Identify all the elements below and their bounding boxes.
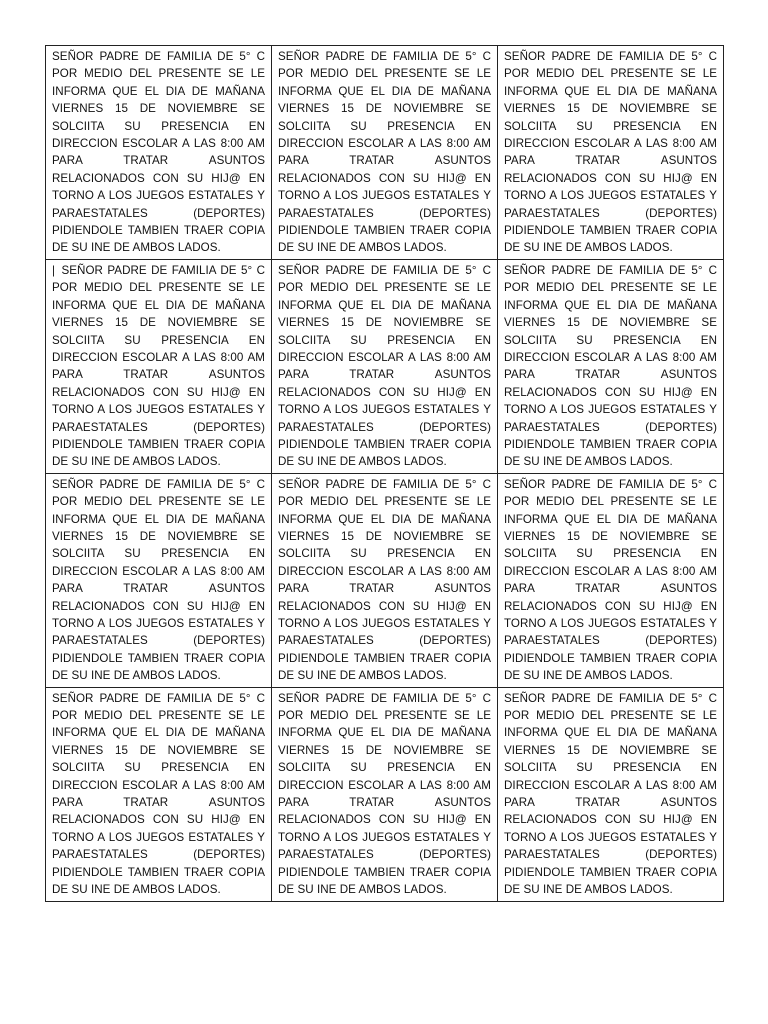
note-text: SEÑOR PADRE DE FAMILIA DE 5° C POR MEDIO DEL PRESENTE SE LE INFORMA QUE EL DIA DE MAÑANA VIERNES 15 DE NOVIEMBRE SE SOLCIITA SU PRESENCIA EN DIRECCION ESCOLAR A LAS 8:00 AM PARA TRATAR ASUNTOS RELACIONADOS CON SU HIJ@ EN TORNO A LOS JUEGOS ESTATALES Y PARAESTATALES (DEPORTES) PIDIENDOLE TAMBIEN TRAER COPIA DE SU INE DE AMBOS LADOS.	[504, 477, 717, 683]
note-cell	[46, 46, 272, 260]
note-text-with-cursor	[52, 262, 265, 471]
note-cell	[272, 473, 498, 687]
document-page	[45, 45, 723, 902]
note-text: SEÑOR PADRE DE FAMILIA DE 5° C POR MEDIO DEL PRESENTE SE LE INFORMA QUE EL DIA DE MAÑANA VIERNES 15 DE NOVIEMBRE SE SOLCIITA SU PRESENCIA EN DIRECCION ESCOLAR A LAS 8:00 AM PARA TRATAR ASUNTOS RELACIONADOS CON SU HIJ@ EN TORNO A LOS JUEGOS ESTATALES Y PARAESTATALES (DEPORTES) PIDIENDOLE TAMBIEN TRAER COPIA DE SU INE DE AMBOS LADOS.	[278, 50, 491, 255]
notes-row-3	[46, 473, 724, 687]
note-cell	[498, 687, 724, 901]
note-text: SEÑOR PADRE DE FAMILIA DE 5° C POR MEDIO DEL PRESENTE SE LE INFORMA QUE EL DIA DE MAÑANA VIERNES 15 DE NOVIEMBRE SE SOLCIITA SU PRESENCIA EN DIRECCION ESCOLAR A LAS 8:00 AM PARA TRATAR ASUNTOS RELACIONADOS CON SU HIJ@ EN TORNO A LOS JUEGOS ESTATALES Y PARAESTATALES (DEPORTES) PIDIENDOLE TAMBIEN TRAER COPIA DE SU INE DE AMBOS LADOS.	[278, 691, 491, 897]
note-cell	[46, 473, 272, 687]
notes-row-2	[46, 259, 724, 473]
notes-row-4	[46, 687, 724, 901]
note-text: SEÑOR PADRE DE FAMILIA DE 5° C POR MEDIO DEL PRESENTE SE LE INFORMA QUE EL DIA DE MAÑANA VIERNES 15 DE NOVIEMBRE SE SOLCIITA SU PRESENCIA EN DIRECCION ESCOLAR A LAS 8:00 AM PARA TRATAR ASUNTOS RELACIONADOS CON SU HIJ@ EN TORNO A LOS JUEGOS ESTATALES Y PARAESTATALES (DEPORTES) PIDIENDOLE TAMBIEN TRAER COPIA DE SU INE DE AMBOS LADOS.	[504, 263, 717, 469]
notes-row-1	[46, 46, 724, 260]
note-text: SEÑOR PADRE DE FAMILIA DE 5° C POR MEDIO DEL PRESENTE SE LE INFORMA QUE EL DIA DE MAÑANA VIERNES 15 DE NOVIEMBRE SE SOLCIITA SU PRESENCIA EN DIRECCION ESCOLAR A LAS 8:00 AM PARA TRATAR ASUNTOS RELACIONADOS CON SU HIJ@ EN TORNO A LOS JUEGOS ESTATALES Y PARAESTATALES (DEPORTES) PIDIENDOLE TAMBIEN TRAER COPIA DE SU INE DE AMBOS LADOS.	[52, 50, 265, 255]
note-cell	[46, 687, 272, 901]
notes-grid	[45, 45, 724, 902]
note-text: SEÑOR PADRE DE FAMILIA DE 5° C POR MEDIO DEL PRESENTE SE LE INFORMA QUE EL DIA DE MAÑANA VIERNES 15 DE NOVIEMBRE SE SOLCIITA SU PRESENCIA EN DIRECCION ESCOLAR A LAS 8:00 AM PARA TRATAR ASUNTOS RELACIONADOS CON SU HIJ@ EN TORNO A LOS JUEGOS ESTATALES Y PARAESTATALES (DEPORTES) PIDIENDOLE TAMBIEN TRAER COPIA DE SU INE DE AMBOS LADOS.	[504, 50, 717, 255]
note-cell	[272, 687, 498, 901]
note-cell	[498, 259, 724, 473]
note-cell	[498, 473, 724, 687]
note-cell	[272, 259, 498, 473]
note-text: SEÑOR PADRE DE FAMILIA DE 5° C POR MEDIO DEL PRESENTE SE LE INFORMA QUE EL DIA DE MAÑANA VIERNES 15 DE NOVIEMBRE SE SOLCIITA SU PRESENCIA EN DIRECCION ESCOLAR A LAS 8:00 AM PARA TRATAR ASUNTOS RELACIONADOS CON SU HIJ@ EN TORNO A LOS JUEGOS ESTATALES Y PARAESTATALES (DEPORTES) PIDIENDOLE TAMBIEN TRAER COPIA DE SU INE DE AMBOS LADOS.	[278, 477, 491, 683]
note-text: SEÑOR PADRE DE FAMILIA DE 5° C POR MEDIO DEL PRESENTE SE LE INFORMA QUE EL DIA DE MAÑANA VIERNES 15 DE NOVIEMBRE SE SOLCIITA SU PRESENCIA EN DIRECCION ESCOLAR A LAS 8:00 AM PARA TRATAR ASUNTOS RELACIONADOS CON SU HIJ@ EN TORNO A LOS JUEGOS ESTATALES Y PARAESTATALES (DEPORTES) PIDIENDOLE TAMBIEN TRAER COPIA DE SU INE DE AMBOS LADOS.	[504, 691, 717, 897]
note-text: SEÑOR PADRE DE FAMILIA DE 5° C POR MEDIO DEL PRESENTE SE LE INFORMA QUE EL DIA DE MAÑANA VIERNES 15 DE NOVIEMBRE SE SOLCIITA SU PRESENCIA EN DIRECCION ESCOLAR A LAS 8:00 AM PARA TRATAR ASUNTOS RELACIONADOS CON SU HIJ@ EN TORNO A LOS JUEGOS ESTATALES Y PARAESTATALES (DEPORTES) PIDIENDOLE TAMBIEN TRAER COPIA DE SU INE DE AMBOS LADOS.	[278, 263, 491, 469]
note-cell	[498, 46, 724, 260]
note-text: SEÑOR PADRE DE FAMILIA DE 5° C POR MEDIO DEL PRESENTE SE LE INFORMA QUE EL DIA DE MAÑANA VIERNES 15 DE NOVIEMBRE SE SOLCIITA SU PRESENCIA EN DIRECCION ESCOLAR A LAS 8:00 AM PARA TRATAR ASUNTOS RELACIONADOS CON SU HIJ@ EN TORNO A LOS JUEGOS ESTATALES Y PARAESTATALES (DEPORTES) PIDIENDOLE TAMBIEN TRAER COPIA DE SU INE DE AMBOS LADOS.	[52, 691, 265, 897]
note-text: SEÑOR PADRE DE FAMILIA DE 5° C POR MEDIO DEL PRESENTE SE LE INFORMA QUE EL DIA DE MAÑANA VIERNES 15 DE NOVIEMBRE SE SOLCIITA SU PRESENCIA EN DIRECCION ESCOLAR A LAS 8:00 AM PARA TRATAR ASUNTOS RELACIONADOS CON SU HIJ@ EN TORNO A LOS JUEGOS ESTATALES Y PARAESTATALES (DEPORTES) PIDIENDOLE TAMBIEN TRAER COPIA DE SU INE DE AMBOS LADOS.	[52, 477, 265, 683]
note-cell	[46, 259, 272, 473]
text-cursor-mark: |	[52, 263, 56, 277]
note-text: SEÑOR PADRE DE FAMILIA DE 5° C POR MEDIO DEL PRESENTE SE LE INFORMA QUE EL DIA DE MAÑANA VIERNES 15 DE NOVIEMBRE SE SOLCIITA SU PRESENCIA EN DIRECCION ESCOLAR A LAS 8:00 AM PARA TRATAR ASUNTOS RELACIONADOS CON SU HIJ@ EN TORNO A LOS JUEGOS ESTATALES Y PARAESTATALES (DEPORTES) PIDIENDOLE TAMBIEN TRAER COPIA DE SU INE DE AMBOS LADOS.	[52, 263, 265, 469]
note-cell	[272, 46, 498, 260]
